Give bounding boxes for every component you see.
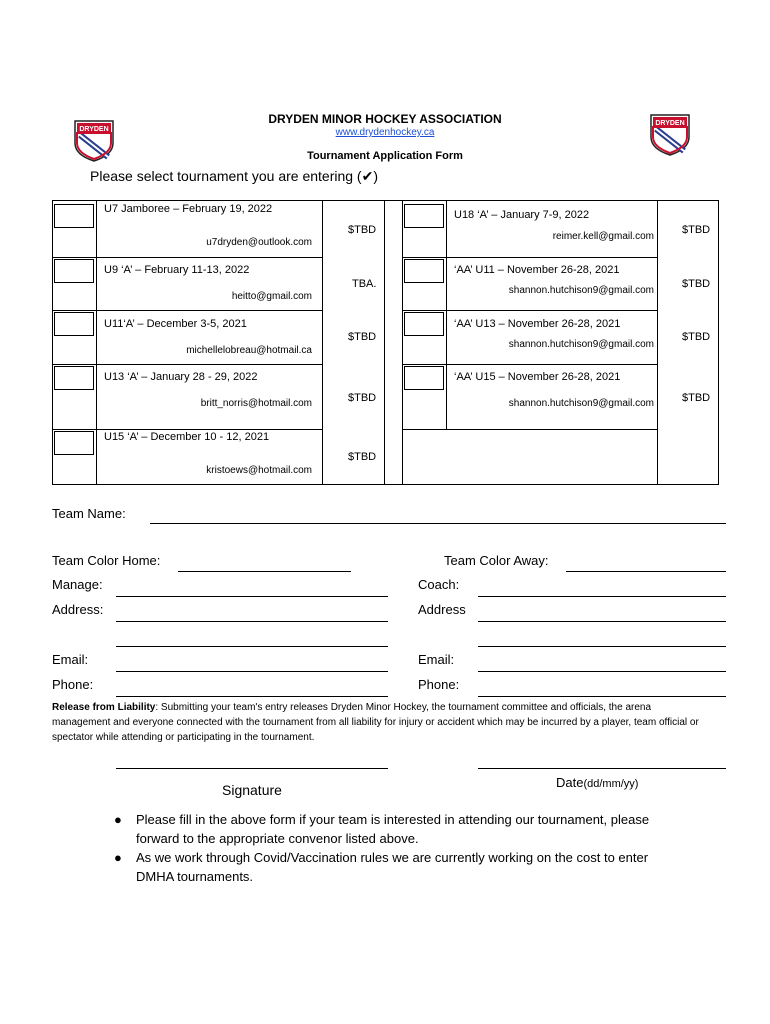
tournament-name: ‘AA’ U13 – November 26-28, 2021	[454, 318, 621, 330]
signature-line[interactable]	[116, 768, 388, 769]
manager-label: Manage:	[52, 577, 103, 592]
tournament-price: TBA.	[352, 278, 377, 290]
convenor-email[interactable]: shannon.hutchison9@gmail.com	[508, 398, 654, 409]
coach-line[interactable]	[478, 596, 726, 597]
phone-left-label: Phone:	[52, 677, 94, 692]
tournament-price: $TBD	[682, 392, 711, 404]
convenor-email[interactable]: shannon.hutchison9@gmail.com	[508, 339, 654, 350]
convenor-email[interactable]: shannon.hutchison9@gmail.com	[508, 285, 654, 296]
phone-right-line[interactable]	[478, 696, 726, 697]
team-color-away-label: Team Color Away:	[444, 553, 549, 568]
svg-text:DRYDEN: DRYDEN	[655, 120, 685, 127]
checkbox-aa-u15[interactable]	[404, 366, 444, 390]
form-title: Tournament Application Form	[307, 150, 463, 162]
team-color-home-line[interactable]	[178, 571, 351, 572]
address-right-line-2[interactable]	[478, 646, 726, 647]
team-color-away-line[interactable]	[566, 571, 726, 572]
tournament-price: $TBD	[682, 278, 711, 290]
tournament-name: U18 ‘A’ – January 7-9, 2022	[454, 209, 590, 221]
svg-text:DRYDEN: DRYDEN	[79, 126, 109, 133]
team-name-label: Team Name:	[52, 506, 126, 521]
tournament-name: ‘AA’ U11 – November 26-28, 2021	[454, 264, 620, 276]
convenor-email[interactable]: reimer.kell@gmail.com	[552, 231, 654, 242]
convenor-email[interactable]: u7dryden@outlook.com	[206, 237, 312, 248]
address-right-label: Address	[418, 602, 466, 617]
address-left-line-1[interactable]	[116, 621, 388, 622]
note-text: Please fill in the above form if your team is interested in attending our tournament, please forward to the appropriate convenor listed above.	[136, 812, 650, 846]
checkbox-aa-u11[interactable]	[404, 259, 444, 283]
checkbox-aa-u13[interactable]	[404, 312, 444, 336]
checkbox-u9[interactable]	[54, 259, 94, 283]
tournament-name: U9 ‘A’ – February 11-13, 2022	[104, 264, 250, 276]
tournament-price: $TBD	[348, 224, 377, 236]
date-line[interactable]	[478, 768, 726, 769]
manager-line[interactable]	[116, 596, 388, 597]
tournament-price: $TBD	[348, 451, 377, 463]
phone-right-label: Phone:	[418, 677, 460, 692]
convenor-email[interactable]: kristoews@hotmail.com	[206, 465, 312, 476]
email-right-label: Email:	[418, 652, 455, 667]
phone-left-line[interactable]	[116, 696, 388, 697]
date-format: (dd/mm/yy)	[583, 778, 639, 790]
tournament-name: U15 ‘A’ – December 10 - 12, 2021	[104, 431, 270, 443]
checkbox-u18[interactable]	[404, 204, 444, 228]
checkbox-u11[interactable]	[54, 312, 94, 336]
convenor-email[interactable]: britt_norris@hotmail.com	[200, 398, 312, 409]
coach-label: Coach:	[418, 577, 460, 592]
signature-label: Signature	[222, 782, 282, 798]
convenor-email[interactable]: michellelobreau@hotmail.ca	[186, 345, 312, 356]
tournament-price: $TBD	[682, 224, 711, 236]
email-right-line[interactable]	[478, 671, 726, 672]
association-title: DRYDEN MINOR HOCKEY ASSOCIATION	[268, 112, 502, 126]
tournament-price: $TBD	[348, 392, 377, 404]
date-label	[556, 775, 638, 790]
note-text: As we work through Covid/Vaccination rules we are currently working on the cost to enter DMHA tournaments.	[136, 850, 649, 884]
email-left-label: Email:	[52, 652, 89, 667]
checkbox-u13[interactable]	[54, 366, 94, 390]
team-name-line[interactable]	[150, 523, 726, 524]
address-right-line-1[interactable]	[478, 621, 726, 622]
instruction-text: Please select tournament you are entering (✔)	[90, 168, 378, 184]
checkbox-u15[interactable]	[54, 431, 94, 455]
address-left-line-2[interactable]	[116, 646, 388, 647]
address-left-label: Address:	[52, 602, 104, 617]
release-text: : Submitting your team's entry releases Dryden Minor Hockey, the tournament committee and officials, the arena management and everyone connected with the tournament from all liability for injury or accident which may be incurred by a player, team official or spectator while attending or participating in the tournament.	[52, 702, 699, 743]
website-link[interactable]: www.drydenhockey.ca	[335, 127, 435, 138]
tournament-name: ‘AA’ U15 – November 26-28, 2021	[454, 371, 621, 383]
email-left-line[interactable]	[116, 671, 388, 672]
tournament-name: U11‘A’ – December 3-5, 2021	[104, 318, 247, 330]
note-item: ● Please fill in the above form if your team is interested in attending our tournament, please forward to the appropriate convenor listed above.	[114, 812, 650, 846]
date-label-text: Date	[556, 775, 584, 790]
checkbox-u7[interactable]	[54, 204, 94, 228]
release-title: Release from Liability	[52, 702, 156, 713]
tournament-name: U7 Jamboree – February 19, 2022	[104, 203, 273, 215]
tournament-price: $TBD	[348, 331, 377, 343]
tournament-name: U13 ‘A’ – January 28 - 29, 2022	[104, 371, 258, 383]
note-item: ● As we work through Covid/Vaccination rules we are currently working on the cost to enter DMHA tournaments.	[114, 850, 649, 884]
convenor-email[interactable]: heitto@gmail.com	[231, 291, 312, 302]
release-of-liability	[52, 700, 712, 745]
tournament-price: $TBD	[682, 331, 711, 343]
team-color-home-label: Team Color Home:	[52, 553, 161, 568]
